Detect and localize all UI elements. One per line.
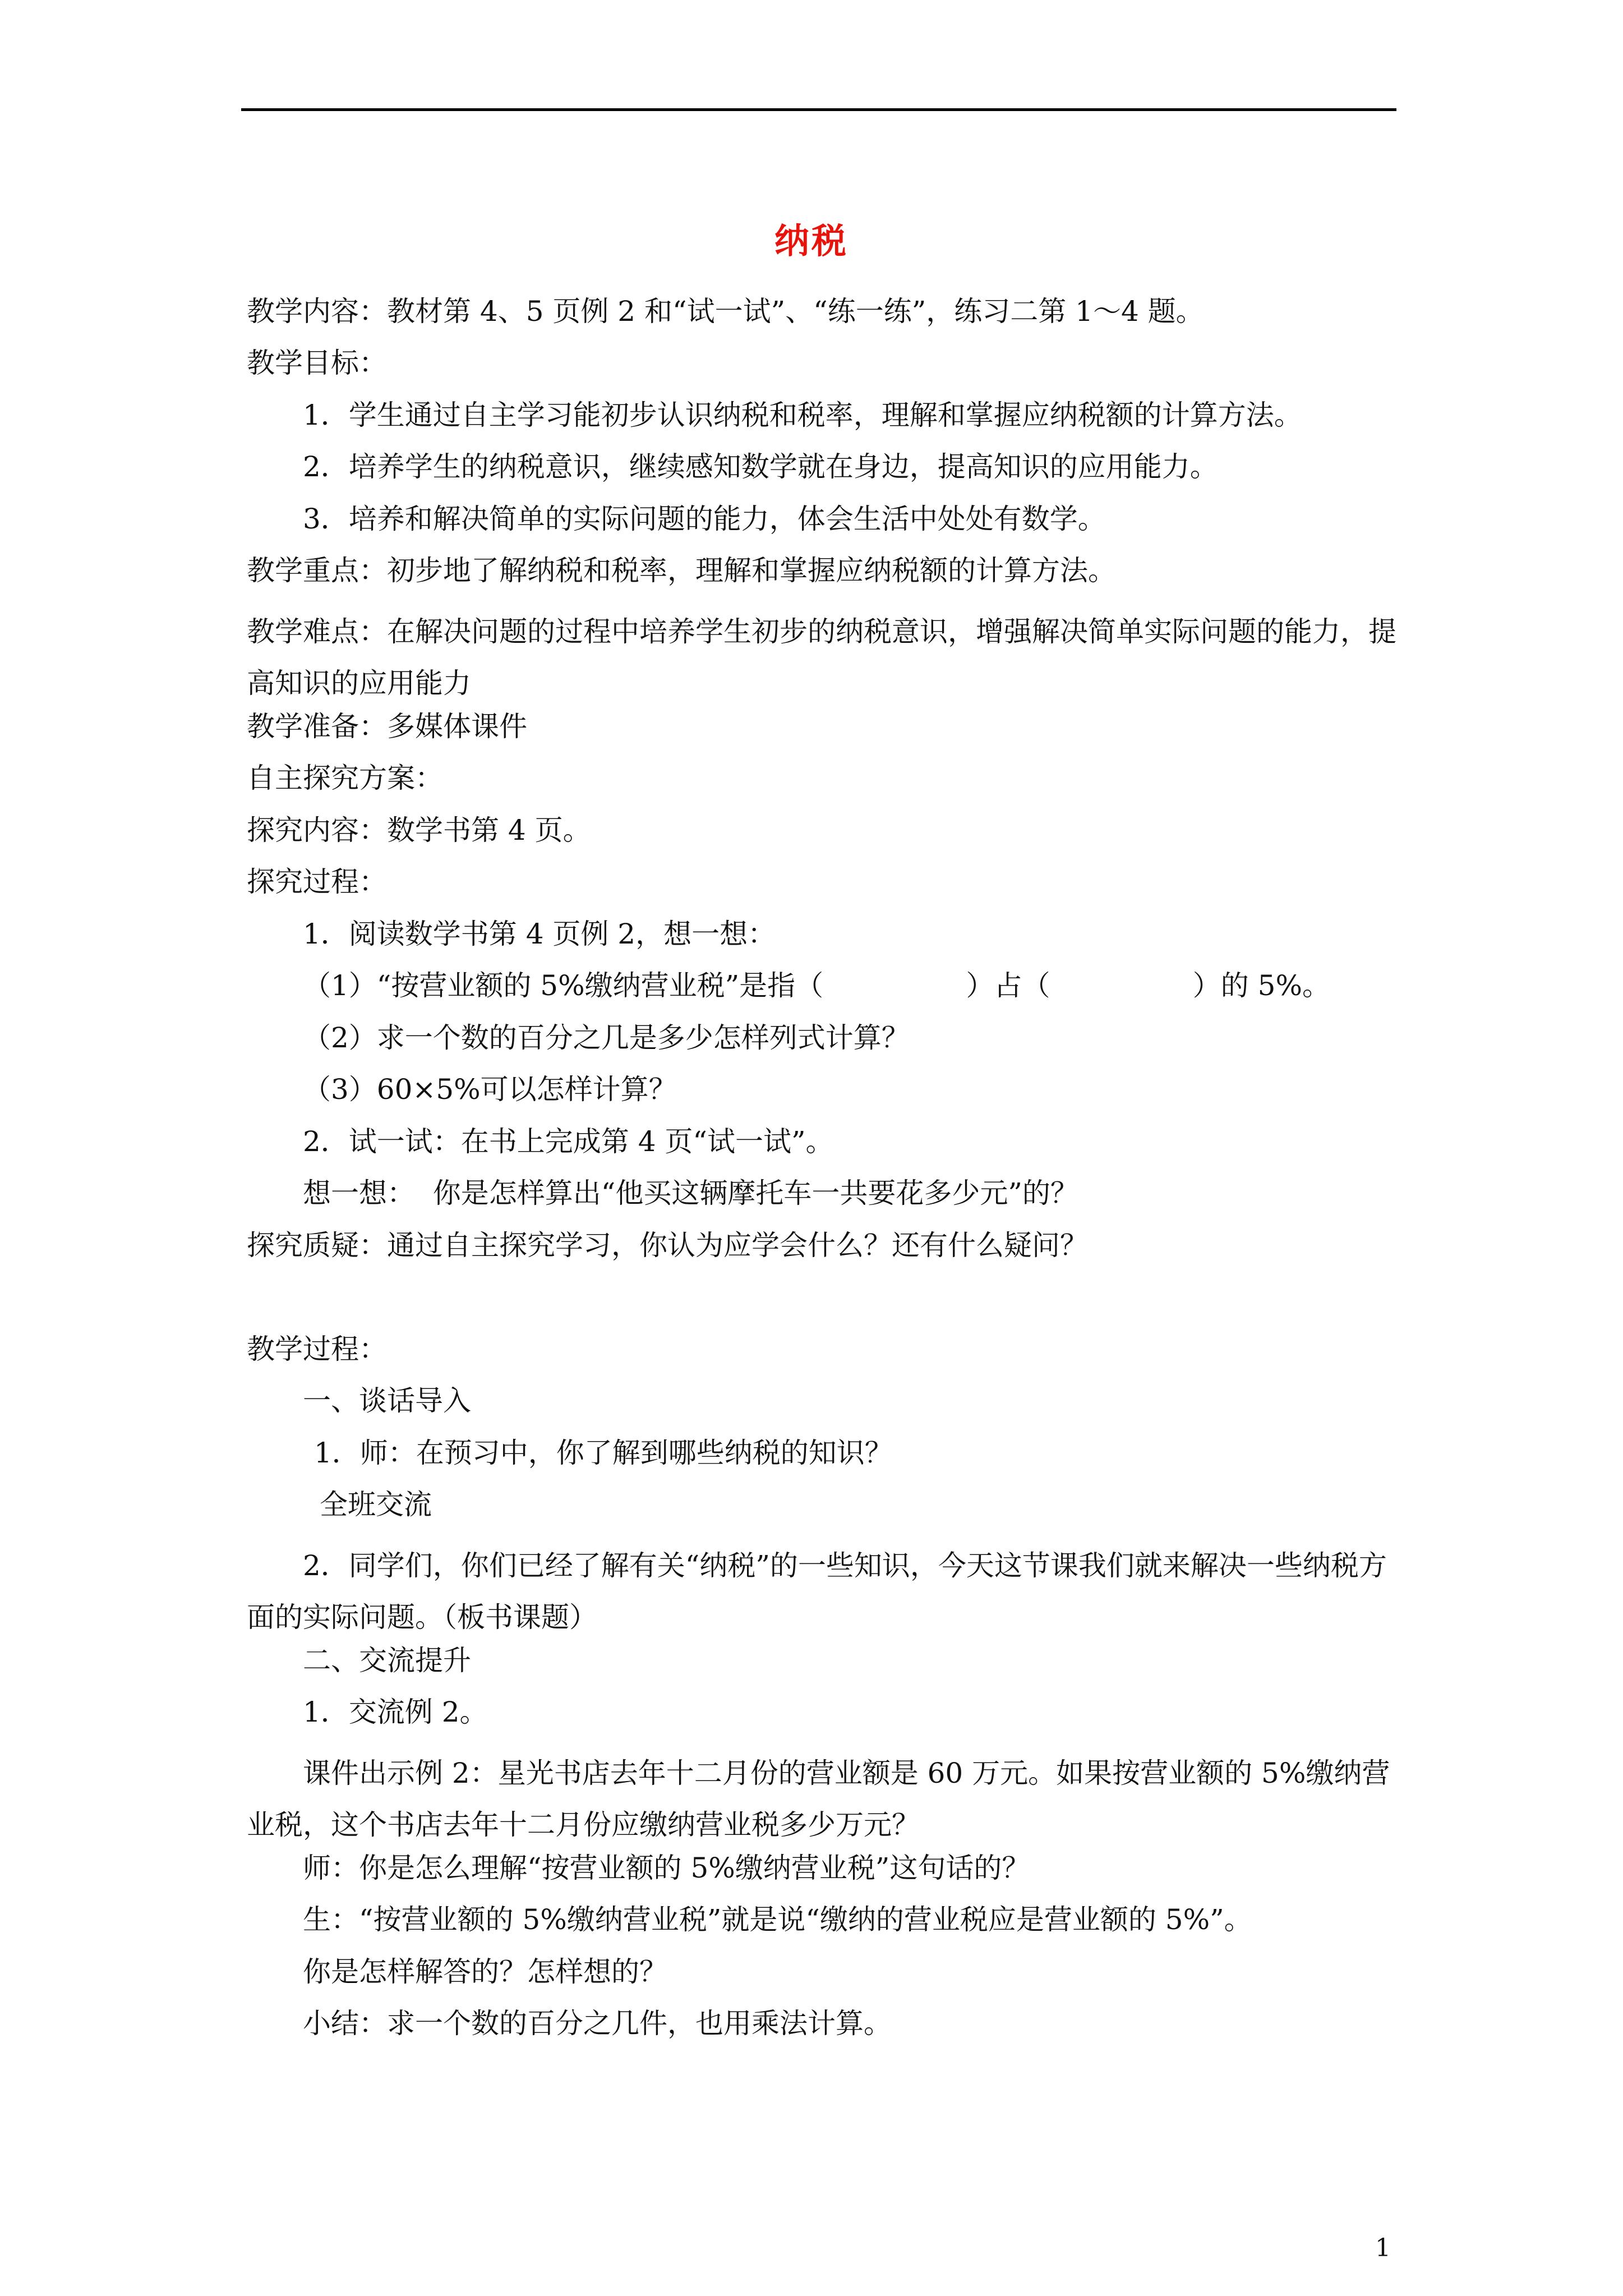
text-line: 你是怎样解答的？怎样想的？ xyxy=(303,1955,667,1988)
text-line: 教学内容：教材第 4、5 页例 2 和“试一试”、“练一练”，练习二第 1～4 题。 xyxy=(247,295,1204,328)
text-line: 1．学生通过自主学习能初步认识纳税和税率，理解和掌握应纳税额的计算方法。 xyxy=(303,399,1302,431)
text-line: （3）60×5%可以怎样计算？ xyxy=(303,1073,677,1106)
text-line: （2）求一个数的百分之几是多少怎样列式计算？ xyxy=(303,1022,910,1054)
text-line: 师：你是怎么理解“按营业额的 5%缴纳营业税”这句话的？ xyxy=(303,1852,1030,1884)
text-line: 想一想： 你是怎样算出“他买这辆摩托车一共要花多少元”的？ xyxy=(303,1177,1078,1209)
page-number: 1 xyxy=(1375,2234,1391,2262)
text-line: 1．师：在预习中，你了解到哪些纳税的知识？ xyxy=(314,1437,893,1469)
text-paragraph: 2．同学们，你们已经了解有关“纳税”的一些知识，今天这节课我们就来解决一些纳税方面的实际问题。（板书课题） xyxy=(247,1549,1387,1634)
text-line: 1．阅读数学书第 4 页例 2，想一想： xyxy=(303,918,776,950)
text-line: 二、交流提升 xyxy=(303,1644,471,1677)
text-line: 一、谈话导入 xyxy=(303,1384,471,1417)
page-title: 纳税 xyxy=(774,220,849,261)
text-line: 生：“按营业额的 5%缴纳营业税”就是说“缴纳的营业税应是营业额的 5%”。 xyxy=(303,1903,1252,1936)
text-line: 教学准备：多媒体课件 xyxy=(247,710,527,743)
header-rule xyxy=(241,108,1396,111)
text-line: 1．交流例 2。 xyxy=(303,1696,488,1728)
text-line: 2．试一试：在书上完成第 4 页“试一试”。 xyxy=(303,1125,834,1158)
text-line: 教学重点：初步地了解纳税和税率，理解和掌握应纳税额的计算方法。 xyxy=(247,554,1116,587)
text-paragraph: 教学难点：在解决问题的过程中培养学生初步的纳税意识，增强解决简单实际问题的能力，提高知识的应用能力 xyxy=(247,615,1396,700)
text-line: 3．培养和解决简单的实际问题的能力，体会生活中处处有数学。 xyxy=(303,503,1106,535)
text-line: 探究过程： xyxy=(247,866,387,898)
text-line: 探究内容：数学书第 4 页。 xyxy=(247,814,591,846)
text-line: 教学目标： xyxy=(247,347,387,379)
text-line: 小结：求一个数的百分之几件，也用乘法计算。 xyxy=(303,2007,892,2040)
text-paragraph: 课件出示例 2：星光书店去年十二月份的营业额是 60 万元。如果按营业额的 5%缴纳营业税，这个书店去年十二月份应缴纳营业税多少万元？ xyxy=(247,1757,1390,1841)
text-line: 探究质疑：通过自主探究学习，你认为应学会什么？还有什么疑问？ xyxy=(247,1229,1088,1262)
text-line: 2．培养学生的纳税意识，继续感知数学就在身边，提高知识的应用能力。 xyxy=(303,450,1218,483)
text-line: 自主探究方案： xyxy=(247,762,443,794)
text-line: （1）“按营业额的 5%缴纳营业税”是指（ ）占（ ）的 5%。 xyxy=(303,969,1330,1002)
text-line: 全班交流 xyxy=(320,1488,432,1521)
section-heading: 教学过程： xyxy=(247,1333,387,1365)
